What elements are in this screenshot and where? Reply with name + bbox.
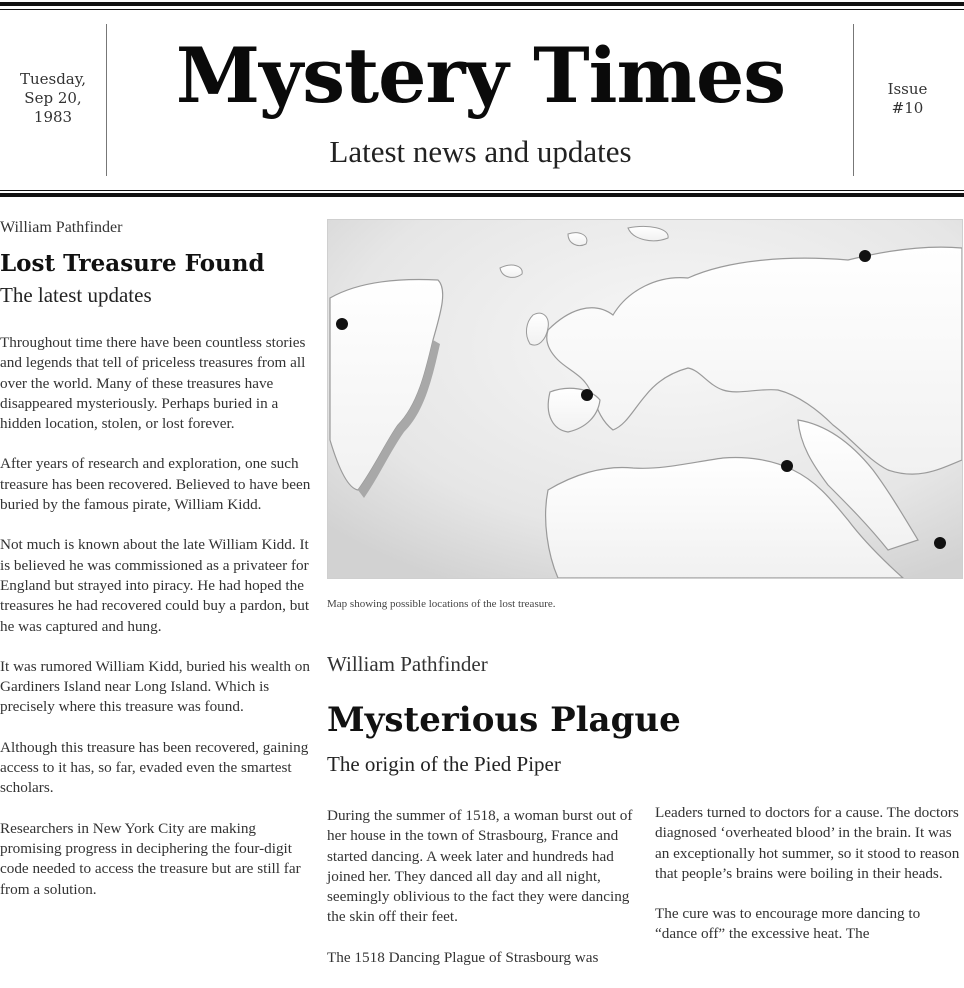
- left-article-body: [0, 333, 312, 920]
- left-paragraph: Researchers in New York City are making promising progress in deciphering the four-digit code needed to access the treasure but are still far from a solution.: [0, 819, 301, 898]
- left-article-byline: William Pathfinder: [0, 219, 123, 236]
- issue-label: Issue: [887, 80, 928, 98]
- main-paragraph: The cure was to encourage more dancing to “dance off” the excessive heat. The: [655, 905, 921, 943]
- date-weekday: Tuesday,: [19, 70, 87, 88]
- left-paragraph: Throughout time there have been countless stories and legends that tell of priceless treasures from all over the world. Many of these treasures have disappeared mysteriously. Perhaps buried in a hidden location, stolen, or lost forever.: [0, 334, 306, 433]
- masthead-date: [0, 70, 106, 127]
- main-article-headline: Mysterious Plague: [327, 700, 681, 740]
- treasure-location-marker: [581, 389, 593, 401]
- left-paragraph: Although this treasure has been recovered, gaining access to it has, so far, evaded even the smartest scholars.: [0, 738, 309, 797]
- left-article-subheadline: The latest updates: [0, 283, 152, 307]
- left-paragraph: After years of research and exploration, one such treasure has been recovered. Believed to have been buried by the famous pirate, William Kidd.: [0, 455, 311, 514]
- main-paragraph: During the summer of 1518, a woman burst out of her house in the town of Strasbourg, France and started dancing. A week later and hundreds had joined her. They danced all day and all night, seemingly oblivious to the fact they were dancing the skin off their feet.: [327, 807, 633, 926]
- top-rule-thin: [0, 9, 964, 10]
- treasure-location-marker: [336, 318, 348, 330]
- main-paragraph: Leaders turned to doctors for a cause. The doctors diagnosed ‘overheated blood’ in the brain. It was an exceptionally hot summer, so it stood to reason that people’s brains were boiling in their heads.: [655, 804, 960, 882]
- issue-number: #10: [891, 99, 924, 117]
- date-year: 1983: [33, 108, 73, 126]
- treasure-map-image: [327, 219, 963, 579]
- masthead-rule-thin: [0, 190, 964, 191]
- main-article-byline: William Pathfinder: [327, 652, 488, 676]
- top-rule-thick: [0, 2, 964, 6]
- date-day: Sep 20,: [24, 89, 82, 107]
- treasure-location-marker: [781, 460, 793, 472]
- left-paragraph: It was rumored William Kidd, buried his wealth on Gardiners Island near Long Island. Which is precisely where this treasure was found.: [0, 657, 310, 716]
- main-article-column-1: [327, 806, 645, 988]
- masthead-rule-thick: [0, 193, 964, 197]
- treasure-location-marker: [859, 250, 871, 262]
- masthead-issue: [855, 80, 960, 118]
- masthead-subtitle: Latest news and updates: [329, 134, 632, 169]
- main-paragraph: The 1518 Dancing Plague of Strasbourg was: [327, 948, 599, 966]
- map-caption: Map showing possible locations of the lost treasure.: [327, 598, 556, 610]
- main-article-column-2: [655, 803, 960, 965]
- main-article-subheadline: The origin of the Pied Piper: [327, 752, 561, 776]
- masthead-divider-right: [853, 24, 854, 176]
- left-article-headline: Lost Treasure Found: [0, 250, 265, 277]
- left-paragraph: Not much is known about the late William Kidd. It is believed he was commissioned as a privateer for England but strayed into piracy. He had hoped the treasures he had recovered could buy a pardon, but he was captured and hung.: [0, 536, 310, 635]
- world-map-illustration: [328, 220, 962, 578]
- treasure-location-marker: [934, 537, 946, 549]
- masthead-title: Mystery Times: [175, 31, 786, 120]
